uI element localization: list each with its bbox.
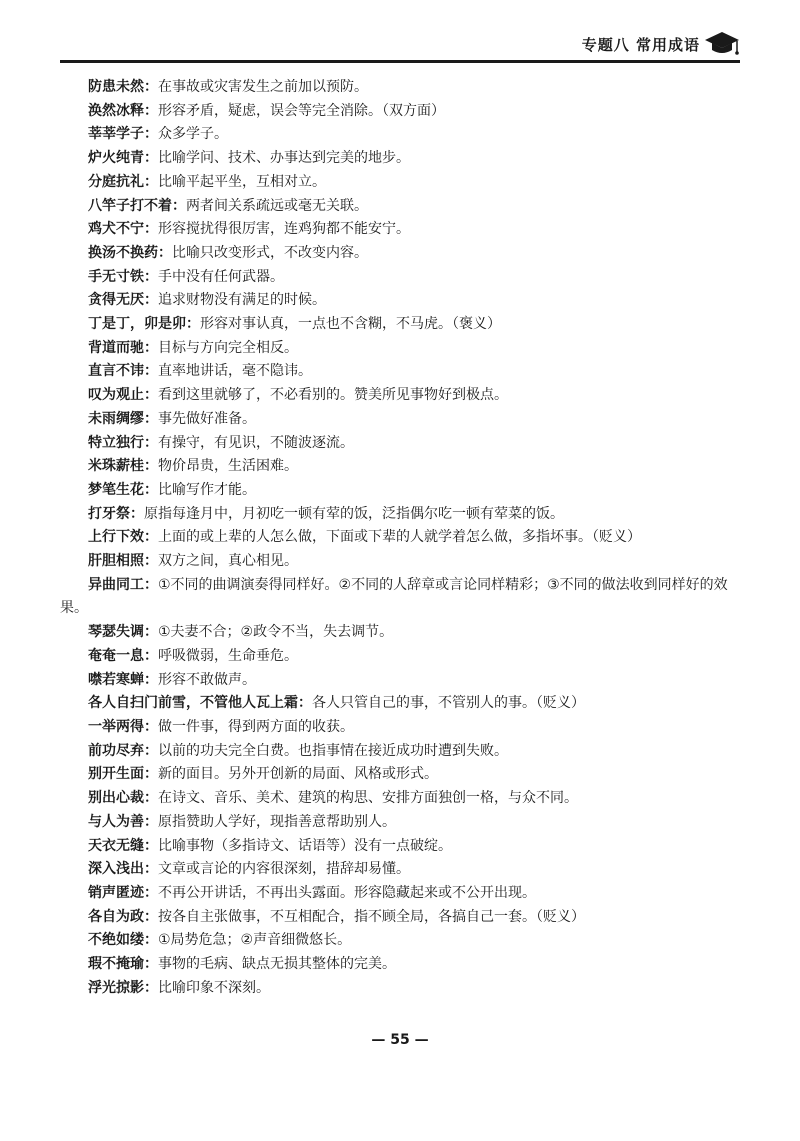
idiom-definition: 呼吸微弱，生命垂危。 (158, 647, 298, 664)
idiom-term: 叹为观止： (88, 387, 158, 404)
idiom-definition: 原指赞助人学好，现指善意帮助别人。 (158, 813, 396, 830)
idiom-term: 深入浅出： (88, 861, 158, 878)
idiom-definition: 比喻写作才能。 (158, 481, 256, 498)
idiom-definition: 比喻平起平坐，互相对立。 (158, 173, 326, 190)
idiom-entry (60, 669, 745, 693)
idiom-entry (60, 882, 745, 906)
idiom-term: 防患未然： (88, 79, 158, 95)
idiom-term: 别开生面： (88, 766, 158, 783)
idiom-definition: 按各自主张做事，不互相配合，指不顾全局，各搞自己一套。（贬义） (158, 908, 585, 925)
idiom-entry (60, 740, 745, 764)
idiom-definition: 形容对事认真，一点也不含糊，不马虎。（褒义） (200, 316, 501, 333)
idiom-entry (60, 266, 745, 290)
idiom-term: 各自为政： (88, 908, 158, 925)
idiom-definition: 比喻学问、技术、办事达到完美的地步。 (158, 150, 410, 167)
idiom-term: 鸡犬不宁： (88, 221, 158, 238)
idiom-term: 涣然冰释： (88, 102, 158, 119)
idiom-entry (60, 195, 745, 219)
idiom-entry (60, 621, 745, 645)
idiom-entry (60, 384, 745, 408)
idiom-entry (60, 716, 745, 740)
idiom-entry (60, 123, 745, 147)
idiom-term: 浮光掠影： (88, 979, 158, 996)
idiom-definition: 做一件事，得到两方面的收获。 (158, 718, 354, 735)
page-header (60, 30, 740, 64)
idiom-entry (60, 858, 745, 882)
idiom-entry (60, 360, 745, 384)
idiom-entry (60, 835, 745, 859)
idiom-entry (60, 479, 745, 503)
idiom-entry (60, 550, 745, 574)
idiom-definition: 直率地讲话，毫不隐讳。 (158, 363, 312, 380)
idiom-term: 手无寸铁： (88, 268, 158, 285)
idiom-term: 丁是丁，卯是卯： (88, 316, 200, 333)
idiom-entry (60, 408, 745, 432)
idiom-entry (60, 811, 745, 835)
idiom-entry (60, 147, 745, 171)
idiom-term: 瑕不掩瑜： (88, 956, 158, 973)
idiom-entry (60, 171, 745, 195)
idiom-definition: 以前的功夫完全白费。也指事情在接近成功时遭到失败。 (158, 742, 508, 759)
idiom-term: 别出心裁： (88, 790, 158, 807)
idiom-term: 米珠薪桂： (88, 458, 158, 475)
idiom-definition: 事先做好准备。 (158, 410, 256, 427)
idiom-entry (60, 953, 745, 977)
idiom-term: 背道而驰： (88, 339, 158, 356)
idiom-list (60, 76, 745, 1000)
idiom-entry (60, 218, 745, 242)
idiom-definition: 各人只管自己的事，不管别人的事。（贬义） (312, 695, 585, 712)
idiom-term: 分庭抗礼： (88, 173, 158, 190)
idiom-term: 天衣无缝： (88, 837, 158, 854)
idiom-term: 异曲同工： (88, 576, 158, 593)
idiom-term: 一举两得： (88, 718, 158, 735)
idiom-entry (60, 763, 745, 787)
idiom-term: 特立独行： (88, 434, 158, 451)
idiom-definition: 事物的毛病、缺点无损其整体的完美。 (158, 956, 396, 973)
idiom-entry (60, 100, 745, 124)
idiom-term: 销声匿迹： (88, 884, 158, 901)
idiom-definition: 比喻只改变形式，不改变内容。 (172, 244, 368, 261)
idiom-definition: ①夫妻不合；②政令不当，失去调节。 (158, 624, 394, 641)
idiom-term: 琴瑟失调： (88, 624, 158, 641)
idiom-definition: ①不同的曲调演奏得同样好。②不同的人辞章或言论同样精彩；③不同的做法收到同样好的效果。 (60, 576, 728, 617)
idiom-definition: ①局势危急；②声音细微悠长。 (158, 932, 352, 949)
idiom-entry (60, 906, 745, 930)
idiom-entry (60, 503, 745, 527)
idiom-definition: 追求财物没有满足的时候。 (158, 292, 326, 309)
idiom-definition: 有操守，有见识，不随波逐流。 (158, 434, 354, 451)
idiom-entry (60, 289, 745, 313)
idiom-definition: 新的面目。另外开创新的局面、风格或形式。 (158, 766, 438, 783)
idiom-term: 噤若寒蝉： (88, 671, 158, 688)
idiom-definition: 原指每逢月中，月初吃一顿有荤的饭，泛指偶尔吃一顿有荤菜的饭。 (144, 505, 564, 522)
idiom-term: 各人自扫门前雪，不管他人瓦上霜： (88, 695, 312, 712)
idiom-term: 炉火纯青： (88, 150, 158, 167)
idiom-definition: 形容矛盾，疑虑，误会等完全消除。（双方面） (158, 102, 445, 119)
idiom-definition: 众多学子。 (158, 126, 228, 143)
idiom-entry (60, 977, 745, 1001)
idiom-term: 与人为善： (88, 813, 158, 830)
idiom-definition: 形容不敢做声。 (158, 671, 256, 688)
idiom-term: 上行下效： (88, 529, 158, 546)
idiom-term: 贪得无厌： (88, 292, 158, 309)
header-rule (60, 60, 740, 63)
idiom-term: 直言不讳： (88, 363, 158, 380)
idiom-entry (60, 787, 745, 811)
idiom-definition: 不再公开讲话，不再出头露面。形容隐藏起来或不公开出现。 (158, 884, 536, 901)
graduation-cap-icon (704, 30, 740, 60)
idiom-definition: 文章或言论的内容很深刻，措辞却易懂。 (158, 861, 410, 878)
idiom-entry (60, 574, 745, 621)
page-number: — 55 — (371, 1032, 429, 1048)
idiom-definition: 目标与方向完全相反。 (158, 339, 298, 356)
idiom-definition: 比喻印象不深刻。 (158, 979, 270, 996)
idiom-term: 换汤不换药： (88, 244, 172, 261)
idiom-entry (60, 76, 745, 100)
idiom-entry (60, 526, 745, 550)
idiom-entry (60, 455, 745, 479)
idiom-definition: 手中没有任何武器。 (158, 268, 284, 285)
idiom-definition: 上面的或上辈的人怎么做，下面或下辈的人就学着怎么做，多指坏事。（贬义） (158, 529, 641, 546)
idiom-term: 肝胆相照： (88, 553, 158, 570)
idiom-term: 不绝如缕： (88, 932, 158, 949)
idiom-definition: 两者间关系疏远或毫无关联。 (186, 197, 368, 214)
idiom-term: 打牙祭： (88, 505, 144, 522)
idiom-term: 奄奄一息： (88, 647, 158, 664)
idiom-term: 莘莘学子： (88, 126, 158, 143)
idiom-definition: 物价昂贵，生活困难。 (158, 458, 298, 475)
idiom-term: 梦笔生花： (88, 481, 158, 498)
idiom-term: 前功尽弃： (88, 742, 158, 759)
idiom-definition: 看到这里就够了，不必看别的。赞美所见事物好到极点。 (158, 387, 508, 404)
idiom-term: 八竿子打不着： (88, 197, 186, 214)
header-title: 专题八 常用成语 (581, 36, 700, 54)
idiom-entry (60, 242, 745, 266)
idiom-definition: 在诗文、音乐、美术、建筑的构思、安排方面独创一格，与众不同。 (158, 790, 578, 807)
idiom-term: 未雨绸缪： (88, 410, 158, 427)
idiom-entry (60, 645, 745, 669)
idiom-entry (60, 692, 745, 716)
idiom-definition: 形容搅扰得很厉害，连鸡狗都不能安宁。 (158, 221, 410, 238)
idiom-entry (60, 337, 745, 361)
idiom-entry (60, 313, 745, 337)
idiom-definition: 在事故或灾害发生之前加以预防。 (158, 79, 368, 95)
idiom-entry (60, 929, 745, 953)
idiom-entry (60, 432, 745, 456)
idiom-definition: 双方之间，真心相见。 (158, 553, 298, 570)
idiom-definition: 比喻事物（多指诗文、话语等）没有一点破绽。 (158, 837, 452, 854)
